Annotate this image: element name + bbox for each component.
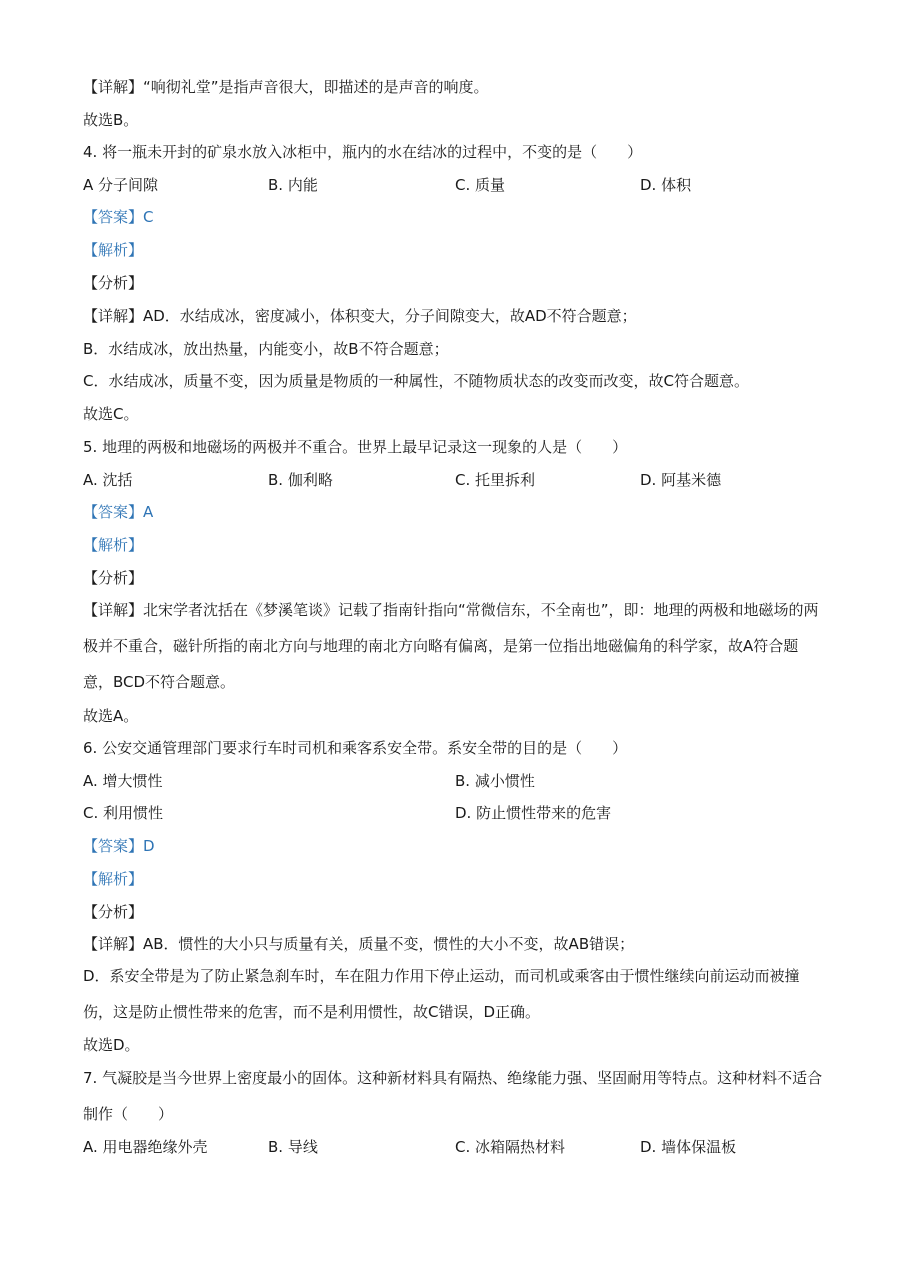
q7-question: 7. 气凝胶是当今世界上密度最小的固体。这种新材料具有隔热、绝缘能力强、坚固耐用等特点。这种材料不适合制作（ ） xyxy=(83,1069,823,1123)
q5-answer: 【答案】A xyxy=(83,503,154,521)
q4-analysis-label: 【解析】 xyxy=(83,241,144,259)
q7-option-d: D. 墙体保温板 xyxy=(640,1138,737,1156)
q6-option-b: B. 减小惯性 xyxy=(455,772,535,790)
q4-question: 4. 将一瓶未开封的矿泉水放入冰柜中，瓶内的水在结冰的过程中，不变的是（ ） xyxy=(83,143,643,161)
q5-option-d: D. 阿基米德 xyxy=(640,471,722,489)
q6-option-a: A. 增大惯性 xyxy=(83,772,163,790)
q7-option-c: C. 冰箱隔热材料 xyxy=(455,1138,566,1156)
q6-option-c: C. 利用惯性 xyxy=(83,804,164,822)
q3-detail: 【详解】“响彻礼堂”是指声音很大，即描述的是声音的响度。 xyxy=(83,78,489,96)
q5-conclusion: 故选A。 xyxy=(83,707,139,725)
q5-analysis-label: 【解析】 xyxy=(83,536,144,554)
q5-option-c: C. 托里拆利 xyxy=(455,471,536,489)
q4-detail-2: B．水结成冰，放出热量，内能变小，故B不符合题意； xyxy=(83,340,449,358)
q4-detail-1: 【详解】AD．水结成冰，密度减小，体积变大，分子间隙变大，故AD不符合题意； xyxy=(83,307,637,325)
q5-fenxi-label: 【分析】 xyxy=(83,569,144,587)
q5-question: 5. 地理的两极和地磁场的两极并不重合。世界上最早记录这一现象的人是（ ） xyxy=(83,438,628,456)
q6-answer: 【答案】D xyxy=(83,837,155,855)
q6-detail-2: D．系安全带是为了防止紧急刹车时，车在阻力作用下停止运动，而司机或乘客由于惯性继续向前运动而被撞伤，这是防止惯性带来的危害，而不是利用惯性，故C错误，D正确。 xyxy=(83,967,800,1021)
q4-detail-3: C．水结成冰，质量不变，因为质量是物质的一种属性，不随物质状态的改变而改变，故C符合题意。 xyxy=(83,372,749,390)
q5-option-b: B. 伽利略 xyxy=(268,471,333,489)
q4-answer: 【答案】C xyxy=(83,208,154,226)
q5-detail: 【详解】北宋学者沈括在《梦溪笔谈》记载了指南针指向“常微信东，不全南也”，即：地理的两极和地磁场的两极并不重合，磁针所指的南北方向与地理的南北方向略有偏离，是第一位指出地磁偏角的科学家，故A符合题意，BCD不符合题意。 xyxy=(83,601,819,691)
q4-option-c: C. 质量 xyxy=(455,176,506,194)
q6-question: 6. 公安交通管理部门要求行车时司机和乘客系安全带。系安全带的目的是（ ） xyxy=(83,739,628,757)
q5-option-a: A. 沈括 xyxy=(83,471,133,489)
q4-option-b: B. 内能 xyxy=(268,176,318,194)
q4-fenxi-label: 【分析】 xyxy=(83,274,144,292)
q6-detail-1: 【详解】AB．惯性的大小只与质量有关，质量不变，惯性的大小不变，故AB错误； xyxy=(83,935,635,953)
q4-conclusion: 故选C。 xyxy=(83,405,139,423)
q7-option-b: B. 导线 xyxy=(268,1138,318,1156)
q6-conclusion: 故选D。 xyxy=(83,1036,140,1054)
q6-fenxi-label: 【分析】 xyxy=(83,903,144,921)
q4-option-d: D. 体积 xyxy=(640,176,692,194)
q7-option-a: A. 用电器绝缘外壳 xyxy=(83,1138,208,1156)
q6-analysis-label: 【解析】 xyxy=(83,870,144,888)
q3-conclusion: 故选B。 xyxy=(83,111,139,129)
q6-option-d: D. 防止惯性带来的危害 xyxy=(455,804,612,822)
q4-option-a: A 分子间隙 xyxy=(83,176,159,194)
